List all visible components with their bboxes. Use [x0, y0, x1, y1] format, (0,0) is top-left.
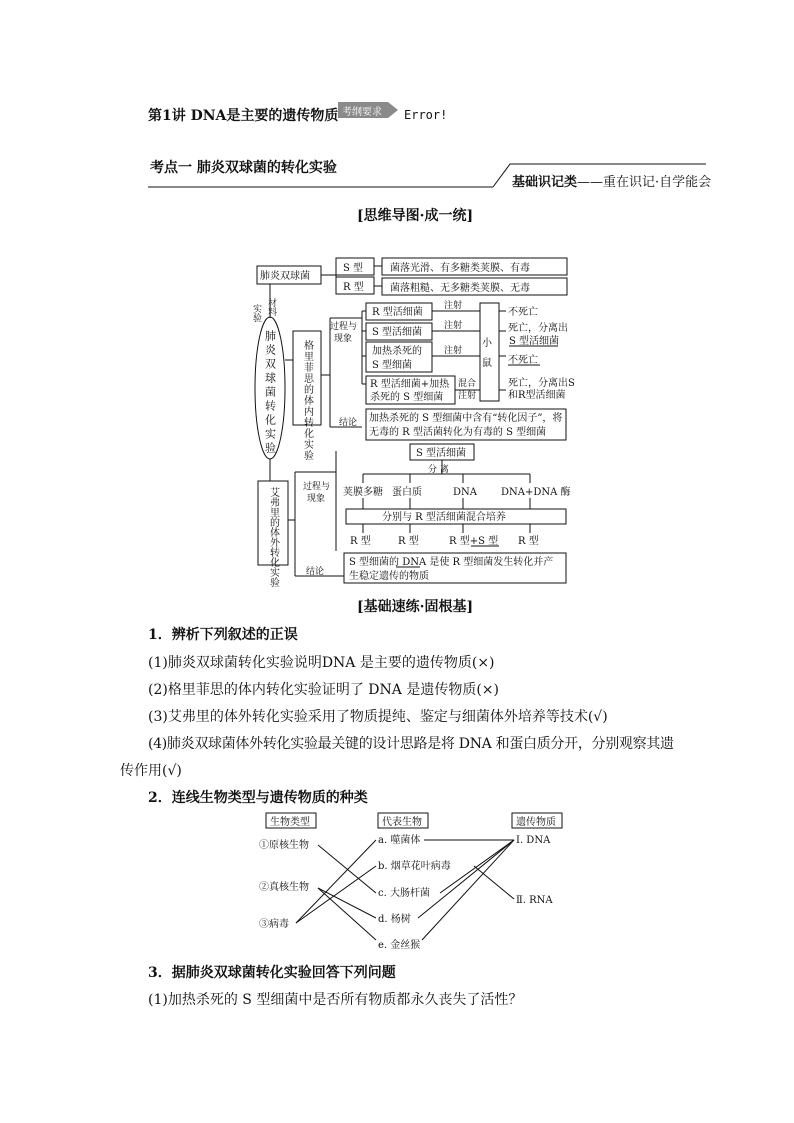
materials-label: 材料	[266, 298, 276, 316]
question-3-item-1: (1)加热杀死的 S 型细菌中是否所有物质都永久丧失了活性？	[148, 992, 523, 1008]
result-2a: 死亡，分离出	[508, 323, 568, 334]
r-type-desc: 菌落粗糙、无多糖类荚膜、无毒	[390, 283, 530, 294]
outcome-1: R 型	[350, 536, 371, 547]
question-2: 2．连线生物类型与遗传物质的种类	[148, 790, 368, 806]
result-4b: 和R型活细菌	[508, 390, 566, 401]
griffith-conclusion-2: 无毒的 R 型活菌转化为有毒的 S 型细菌	[369, 427, 547, 438]
section-tag-main: 基础识记类	[512, 175, 578, 190]
avery-process-label: 过程与	[303, 482, 331, 492]
injection-3a: 加热杀死的	[372, 346, 422, 357]
separate-label: 分 离	[428, 465, 449, 475]
avery-conclusion-1: S 型细菌的 DNA 是使 R 型细菌发生转化并产	[349, 557, 554, 568]
substance-2: 蛋白质	[392, 487, 422, 498]
error-text: Error!	[404, 108, 448, 122]
root-label: 肺炎双球菌	[260, 271, 310, 282]
material-rna: Ⅱ. RNA	[516, 895, 553, 906]
avery-conclusion-2: 生稳定遗传的物质	[349, 571, 429, 582]
substance-1: 荚膜多糖	[343, 487, 383, 498]
question-1-item-3: (3)艾弗里的体外转化实验采用了物质提纯、鉴定与细菌体外培养等技术(√)	[148, 709, 608, 725]
main-experiment-label: 肺炎双球菌转化实验	[263, 330, 277, 456]
griffith-conclusion-1: 加热杀死的 S 型细菌中含有“转化因子”，将	[369, 413, 563, 424]
question-1-item-2: (2)格里菲思的体内转化实验证明了 DNA 是遗传物质(×)	[148, 682, 499, 698]
experiment-label: 实验	[251, 304, 261, 322]
type-3: ③病毒	[259, 919, 289, 930]
avery-process-label-2: 现象	[307, 494, 326, 504]
inject-label-2: 注射	[444, 321, 463, 331]
practice-heading: [基础速练·固根基]	[357, 599, 474, 615]
substance-4: DNA+DNA 酶	[501, 487, 571, 498]
section-title: 考点一 肺炎双球菌的转化实验	[150, 160, 337, 176]
inject-label-3: 注射	[444, 346, 463, 356]
lesson-title: 第1讲 DNA是主要的遗传物质	[148, 108, 339, 124]
injection-2: S 型活细菌	[372, 327, 423, 338]
r-type-label: R 型	[343, 282, 364, 293]
griffith-process-label-2: 现象	[334, 334, 353, 344]
injection-4b: 杀死的 S 型细菌	[370, 392, 444, 403]
question-1-item-4b: 传作用(√)	[120, 763, 182, 779]
result-1: 不死亡	[508, 307, 538, 318]
avery-conclusion-label: 结论	[306, 567, 325, 577]
outcome-2: R 型	[398, 536, 419, 547]
mix-inject-label: 注射	[458, 391, 477, 401]
substance-3: DNA	[453, 487, 477, 498]
organism-e: e. 金丝猴	[378, 940, 421, 951]
injection-3b: S 型细菌	[372, 360, 413, 371]
section-tag-rest: ——重在识记·自学能会	[577, 175, 712, 190]
col-type-header: 生物类型	[270, 817, 310, 828]
organism-c: c. 大肠杆菌	[378, 888, 430, 899]
organism-b: b. 烟草花叶病毒	[378, 861, 451, 872]
type-2: ②真核生物	[259, 882, 309, 893]
avery-label: 艾弗里的体外转化实验	[267, 487, 279, 587]
mindmap-heading: [思维导图·成一统]	[357, 208, 474, 224]
organism-d: d. 杨树	[378, 914, 411, 925]
injection-1: R 型活细菌	[372, 307, 423, 318]
s-type-label: S 型	[343, 263, 364, 274]
injection-4a: R 型活细菌+加热	[370, 379, 450, 390]
mix-label: 混合	[458, 379, 477, 389]
result-4a: 死亡，分离出S	[508, 378, 575, 389]
question-1-item-1: (1)肺炎双球菌转化实验说明DNA 是主要的遗传物质(×)	[148, 655, 495, 671]
s-live-bacteria: S 型活细菌	[416, 448, 467, 459]
s-type-desc: 菌落光滑、有多糖类荚膜、有毒	[390, 263, 530, 274]
result-3: 不死亡	[508, 355, 538, 366]
griffith-process-label: 过程与	[330, 322, 358, 332]
griffith-conclusion-label: 结论	[339, 418, 358, 428]
col-material-header: 遗传物质	[516, 817, 556, 828]
inject-label-1: 注射	[444, 301, 463, 311]
question-3: 3．据肺炎双球菌转化实验回答下列问题	[148, 965, 396, 981]
question-1: 1．辨析下列叙述的正误	[148, 627, 298, 643]
culture-label: 分别与 R 型活细菌混合培养	[382, 512, 506, 523]
result-2b: S 型活细菌	[509, 336, 560, 347]
outcome-4: R 型	[518, 536, 539, 547]
griffith-label: 格里菲思的体内转化实验	[301, 340, 313, 461]
type-1: ①原核生物	[259, 840, 309, 851]
badge-label: 考纲要求	[342, 107, 382, 118]
col-organism-header: 代表生物	[382, 817, 422, 828]
organism-a: a. 噬菌体	[378, 835, 421, 846]
outcome-3: R 型+S 型	[449, 536, 499, 547]
question-1-item-4a: (4)肺炎双球菌体外转化实验最关键的设计思路是将 DNA 和蛋白质分开，分别观察其遗	[148, 736, 674, 752]
material-dna: Ⅰ. DNA	[516, 835, 551, 846]
mouse-label: 小鼠	[479, 337, 491, 377]
